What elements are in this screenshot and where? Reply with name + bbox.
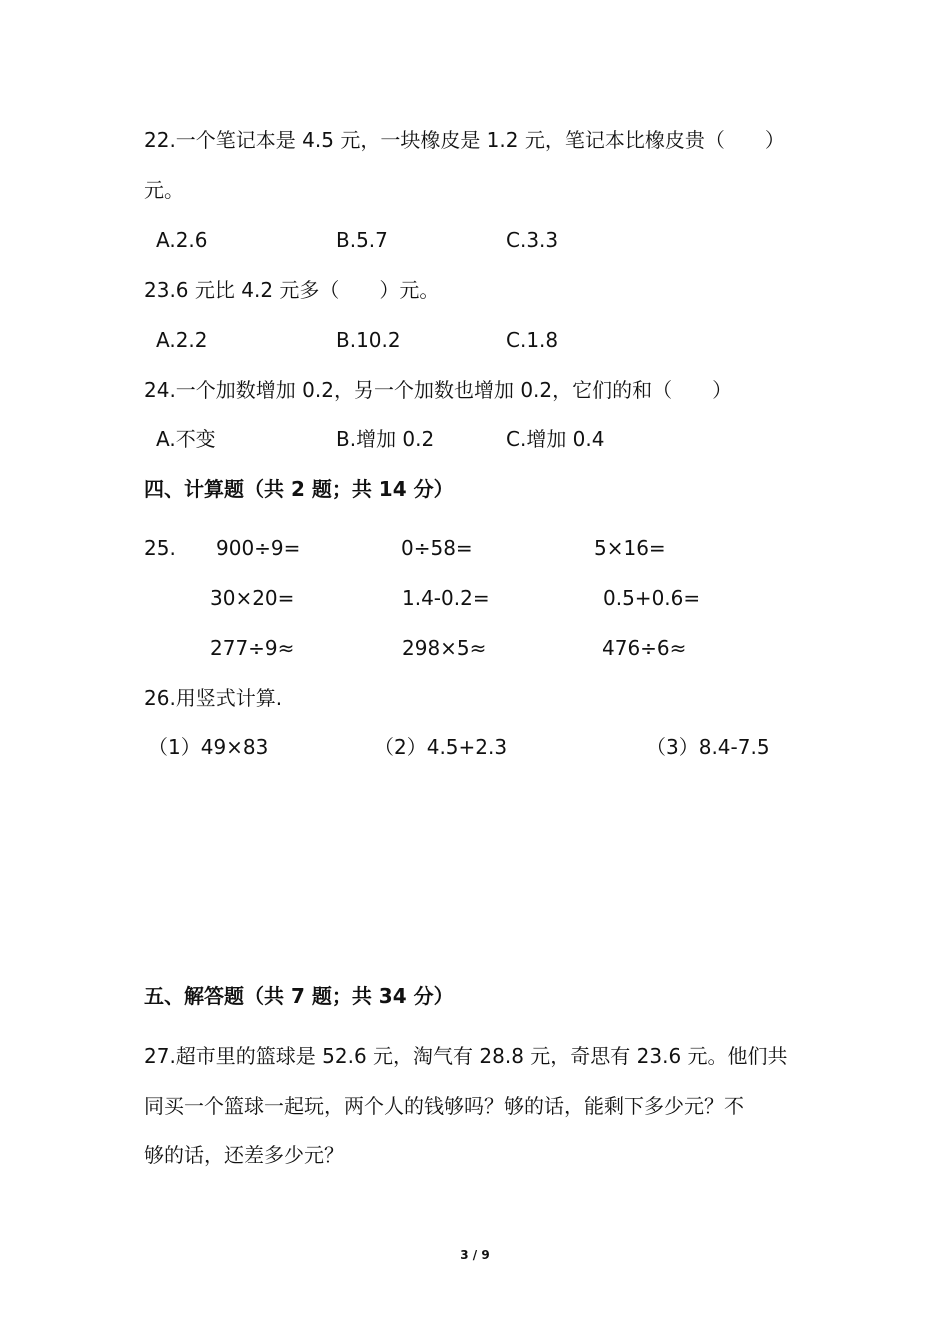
q25-item: 1.4-0.2= bbox=[402, 586, 490, 610]
q25-item: 298×5≈ bbox=[402, 636, 487, 660]
page-number: 3 / 9 bbox=[460, 1248, 490, 1262]
q22-option-c: C.3.3 bbox=[506, 228, 559, 252]
q24-option-c: C.增加 0.4 bbox=[506, 427, 605, 451]
q25-item: 5×16= bbox=[594, 536, 666, 560]
section4-heading: 四、计算题（共 2 题；共 14 分） bbox=[144, 477, 454, 501]
q22-option-b: B.5.7 bbox=[336, 228, 388, 252]
q22-option-a: A.2.6 bbox=[156, 228, 208, 252]
q24-text: 24.一个加数增加 0.2，另一个加数也增加 0.2，它们的和（ ） bbox=[144, 378, 733, 402]
q24-option-a: A.不变 bbox=[156, 427, 216, 451]
q25-item: 277÷9≈ bbox=[210, 636, 295, 660]
q23-option-a: A.2.2 bbox=[156, 328, 208, 352]
q27-line3: 够的话，还差多少元？ bbox=[144, 1143, 344, 1167]
q26-item-3: （3）8.4-7.5 bbox=[646, 735, 770, 759]
q22-line1: 22.一个笔记本是 4.5 元，一块橡皮是 1.2 元，笔记本比橡皮贵（ ） bbox=[144, 128, 785, 152]
q27-line1: 27.超市里的篮球是 52.6 元，淘气有 28.8 元，奇思有 23.6 元。他们共 bbox=[144, 1044, 788, 1068]
q25-item: 0÷58= bbox=[401, 536, 473, 560]
q25-item: 900÷9= bbox=[216, 536, 301, 560]
q26-item-1: （1）49×83 bbox=[148, 735, 269, 759]
q25-number: 25. bbox=[144, 536, 176, 560]
q23-option-c: C.1.8 bbox=[506, 328, 559, 352]
q23-text: 23.6 元比 4.2 元多（ ）元。 bbox=[144, 278, 440, 302]
q23-option-b: B.10.2 bbox=[336, 328, 401, 352]
section5-heading: 五、解答题（共 7 题；共 34 分） bbox=[144, 984, 454, 1008]
q26-item-2: （2）4.5+2.3 bbox=[374, 735, 508, 759]
q24-option-b: B.增加 0.2 bbox=[336, 427, 435, 451]
q26-text: 26.用竖式计算. bbox=[144, 686, 283, 710]
q22-line2: 元。 bbox=[144, 178, 184, 202]
q25-item: 30×20= bbox=[210, 586, 295, 610]
q25-item: 0.5+0.6= bbox=[603, 586, 701, 610]
q27-line2: 同买一个篮球一起玩，两个人的钱够吗？够的话，能剩下多少元？不 bbox=[144, 1094, 744, 1118]
q25-item: 476÷6≈ bbox=[602, 636, 687, 660]
